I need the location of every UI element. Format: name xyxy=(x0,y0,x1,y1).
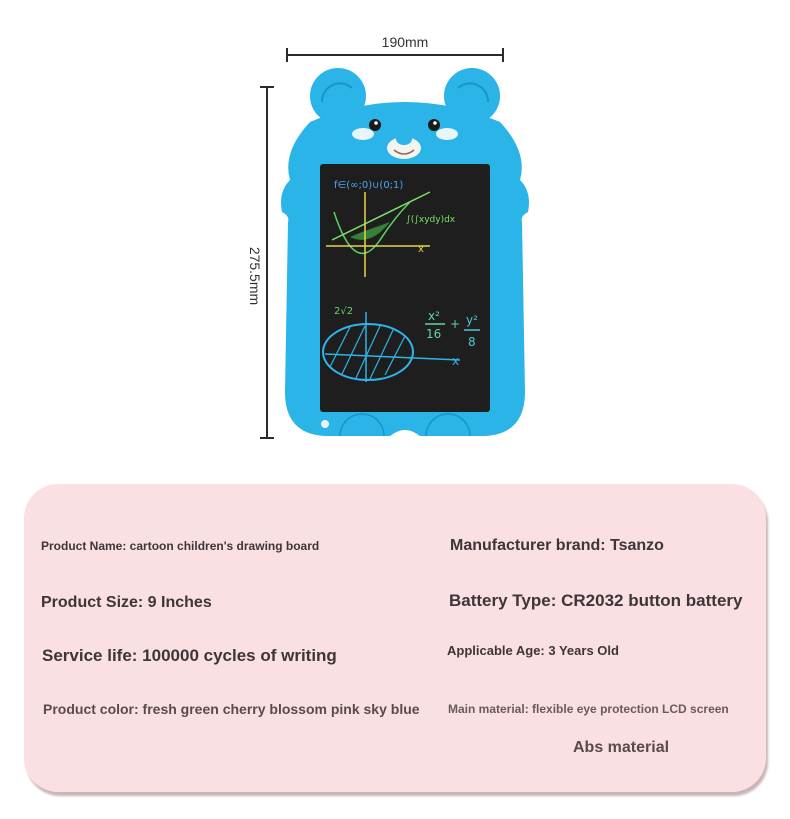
power-button-icon xyxy=(321,420,329,428)
spec-battery-type: Battery Type: CR2032 button battery xyxy=(449,591,743,610)
svg-text:x²: x² xyxy=(428,309,440,323)
svg-text:8: 8 xyxy=(468,335,476,349)
spec-product-name: Product Name: cartoon children's drawing board xyxy=(41,539,320,553)
width-dimension-line xyxy=(286,54,504,56)
product-specs-card xyxy=(24,484,766,792)
svg-text:y²: y² xyxy=(466,313,478,327)
spec-manufacturer-brand: Manufacturer brand: Tsanzo xyxy=(450,537,664,554)
svg-text:16: 16 xyxy=(426,327,442,341)
product-image-drawing-board xyxy=(270,62,540,448)
spec-product-size: Product Size: 9 Inches xyxy=(41,594,212,611)
height-dimension-label: 275.5mm xyxy=(247,246,263,306)
height-dimension-line xyxy=(266,86,268,439)
svg-text:∫(∫xydy)dx: ∫(∫xydy)dx xyxy=(406,215,456,225)
spec-applicable-age: Applicable Age: 3 Years Old xyxy=(447,643,619,658)
spec-product-color: Product color: fresh green cherry blossom pink sky blue xyxy=(43,701,420,717)
spec-main-material: Main material: flexible eye protection LCD screen xyxy=(448,702,729,716)
spec-abs-material: Abs material xyxy=(573,739,670,756)
width-dimension-label: 190mm xyxy=(381,34,429,50)
svg-text:2√2: 2√2 xyxy=(334,306,354,317)
svg-text:x: x xyxy=(452,354,460,368)
svg-text:x: x xyxy=(418,244,424,255)
svg-text:f∈(∞;0)∪(0;1): f∈(∞;0)∪(0;1) xyxy=(334,180,404,191)
spec-service-life: Service life: 100000 cycles of writing xyxy=(42,646,337,665)
bear-board-illustration xyxy=(270,62,540,448)
svg-text:+: + xyxy=(450,317,461,331)
